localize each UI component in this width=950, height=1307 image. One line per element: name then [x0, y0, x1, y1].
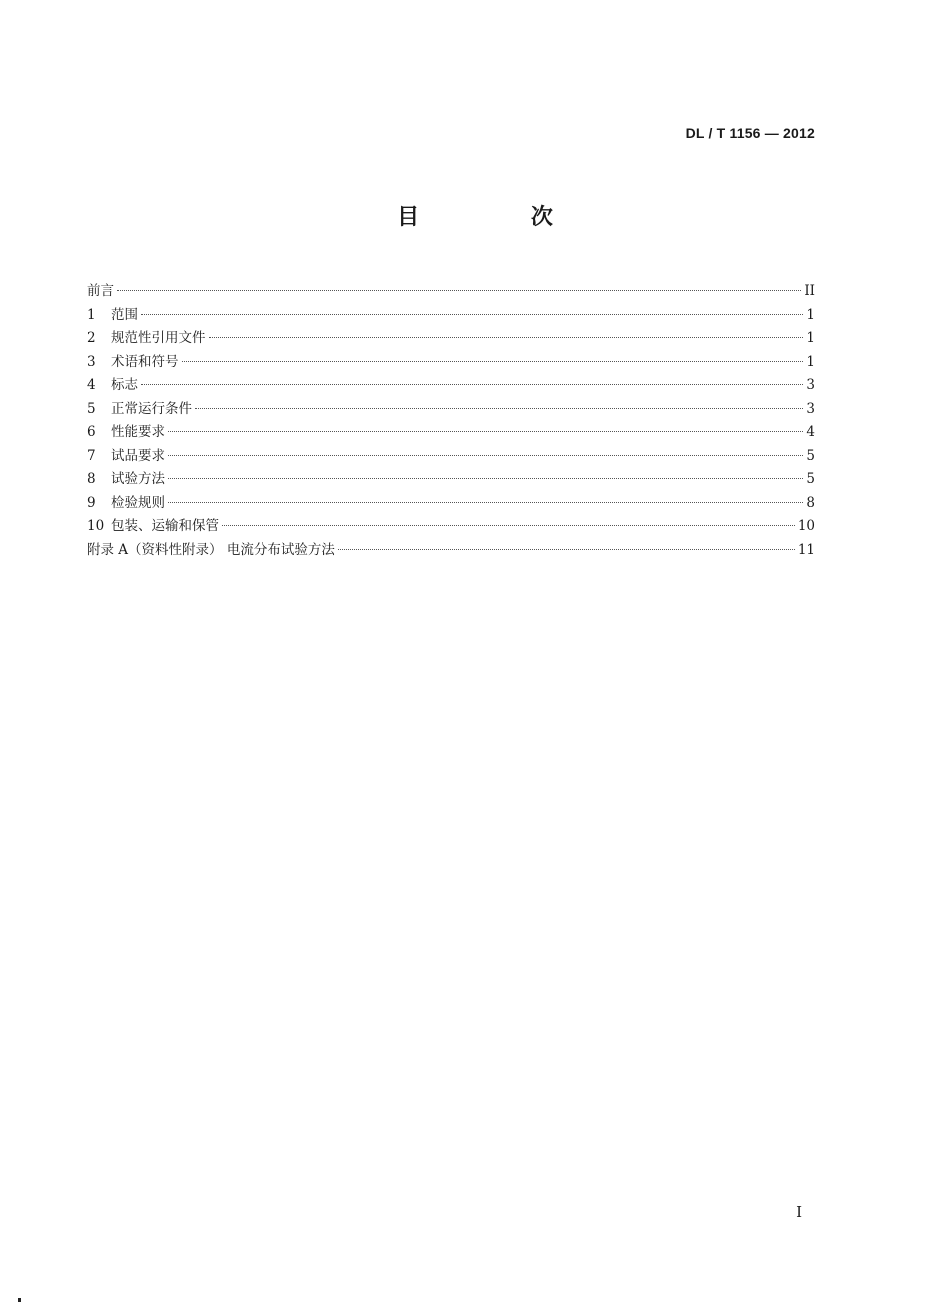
toc-entry-number: 10 — [87, 518, 105, 534]
toc-entry-page: 10 — [797, 518, 815, 534]
document-code: DL / T 1156 — 2012 — [685, 125, 815, 141]
toc-leader-dots — [141, 314, 803, 315]
toc-entry-page: 3 — [806, 400, 815, 417]
toc-entry-4[interactable] — [87, 374, 815, 398]
toc-entry-page: 1 — [806, 330, 815, 346]
toc-entry-label: 规范性引用文件 — [111, 330, 206, 346]
toc-entry-page: 8 — [806, 494, 815, 511]
page-number: I — [796, 1203, 802, 1221]
toc-entry-page: 11 — [797, 541, 815, 558]
toc-entry-8[interactable] — [87, 468, 815, 492]
toc-entry-number: 3 — [87, 353, 96, 370]
toc-entry-9[interactable] — [87, 492, 815, 516]
toc-leader-dots — [168, 502, 803, 503]
toc-leader-dots — [117, 290, 801, 291]
toc-entry-7[interactable] — [87, 445, 815, 469]
toc-entry-foreword[interactable] — [87, 280, 815, 304]
toc-leader-dots — [195, 408, 803, 409]
toc-entry-number: 4 — [87, 377, 96, 393]
toc-entry-number: 8 — [87, 471, 96, 487]
toc-entry-label: 标志 — [111, 377, 138, 393]
toc-entry-number: 6 — [87, 424, 96, 440]
toc-leader-dots — [141, 384, 803, 385]
toc-leader-dots — [338, 549, 795, 550]
toc-entry-page: 4 — [806, 424, 815, 440]
toc-leader-dots — [168, 455, 803, 456]
toc-leader-dots — [209, 337, 804, 338]
toc-entry-label: 试验方法 — [111, 471, 165, 487]
toc-entry-page: 5 — [806, 471, 815, 487]
toc-entry-1[interactable] — [87, 304, 815, 328]
toc-entry-page: 3 — [806, 377, 815, 393]
toc-entry-number: 2 — [87, 330, 96, 346]
toc-leader-dots — [168, 431, 803, 432]
toc-entry-appendix-a[interactable] — [87, 539, 815, 563]
toc-entry-page: II — [804, 283, 815, 299]
toc-entry-label: 包装、运输和保管 — [111, 518, 219, 534]
toc-entry-label: 术语和符号 — [111, 353, 179, 370]
toc-entry-label: 性能要求 — [111, 424, 165, 440]
toc-leader-dots — [182, 361, 804, 362]
toc-entry-number: 5 — [87, 400, 96, 417]
toc-entry-number: 7 — [87, 447, 96, 464]
scan-artifact-mark — [18, 1298, 21, 1302]
toc-entry-label: 前言 — [87, 283, 114, 299]
toc-entry-number: 9 — [87, 494, 96, 511]
toc-entry-10[interactable] — [87, 515, 815, 539]
page-title: 目 次 — [397, 205, 605, 230]
toc-entry-label: 范围 — [111, 306, 138, 323]
toc-entry-page: 1 — [806, 353, 815, 370]
table-of-contents — [87, 280, 815, 562]
toc-leader-dots — [222, 525, 795, 526]
toc-entry-2[interactable] — [87, 327, 815, 351]
toc-entry-label: 检验规则 — [111, 494, 165, 511]
toc-entry-label: 试品要求 — [111, 447, 165, 464]
toc-entry-5[interactable] — [87, 398, 815, 422]
toc-entry-label: 正常运行条件 — [111, 400, 192, 417]
toc-leader-dots — [168, 478, 803, 479]
toc-entry-label: 附录 A（资料性附录） 电流分布试验方法 — [87, 541, 335, 558]
toc-entry-3[interactable] — [87, 351, 815, 375]
toc-entry-page: 5 — [806, 447, 815, 464]
toc-entry-number: 1 — [87, 306, 96, 323]
toc-entry-page: 1 — [806, 306, 815, 323]
toc-entry-6[interactable] — [87, 421, 815, 445]
